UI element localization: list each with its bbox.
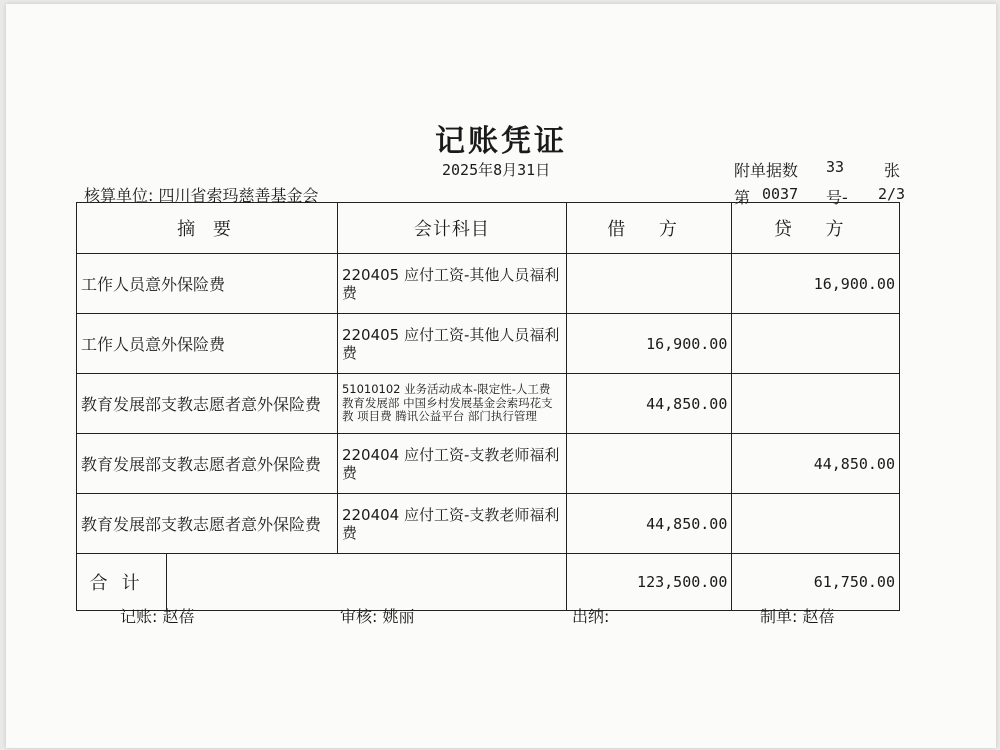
voucher-date: 2025年8月31日	[442, 161, 551, 179]
row-credit	[732, 374, 900, 434]
accounting-unit-name: 四川省索玛慈善基金会	[158, 186, 319, 205]
header-credit: 贷 方	[732, 203, 900, 254]
row-debit: 16,900.00	[566, 314, 732, 374]
row-debit	[566, 254, 732, 314]
reviewer: 审核: 姚丽	[340, 607, 415, 626]
row-credit	[732, 494, 900, 554]
total-credit: 61,750.00	[732, 554, 900, 611]
row-account: 220405 应付工资-其他人员福利费	[337, 254, 566, 314]
preparer: 制单: 赵蓓	[760, 607, 835, 626]
row-summary: 工作人员意外保险费	[77, 254, 338, 314]
total-debit: 123,500.00	[566, 554, 732, 611]
voucher-table	[76, 202, 900, 611]
row-account: 220405 应付工资-其他人员福利费	[337, 314, 566, 374]
table-row	[77, 254, 900, 314]
row-summary: 工作人员意外保险费	[77, 314, 338, 374]
row-summary: 教育发展部支教志愿者意外保险费	[77, 374, 338, 434]
row-debit: 44,850.00	[566, 494, 732, 554]
cashier: 出纳:	[572, 607, 610, 626]
row-debit	[566, 434, 732, 494]
attachments-count: 33	[826, 158, 845, 176]
attachments-label: 附单据数	[734, 161, 799, 180]
total-row	[77, 554, 900, 611]
voucher-no: 0037	[762, 185, 799, 203]
table-row	[77, 494, 900, 554]
table-row	[77, 314, 900, 374]
row-summary: 教育发展部支教志愿者意外保险费	[77, 434, 338, 494]
row-debit: 44,850.00	[566, 374, 732, 434]
total-blank	[167, 554, 566, 611]
total-label: 合计	[77, 554, 167, 611]
row-credit	[732, 314, 900, 374]
row-account: 220404 应付工资-支教老师福利费	[337, 494, 566, 554]
voucher-prefix: 第	[734, 188, 751, 207]
accounting-unit-label: 核算单位:	[84, 186, 154, 205]
row-account: 51010102 业务活动成本-限定性-人工费 教育发展部 中国乡村发展基金会索玛花支教 项目费 腾讯公益平台 部门执行管理	[337, 374, 566, 434]
row-account: 220404 应付工资-支教老师福利费	[337, 434, 566, 494]
voucher-suffix: 号-	[826, 188, 848, 207]
row-credit: 44,850.00	[732, 434, 900, 494]
row-credit: 16,900.00	[732, 254, 900, 314]
table-row	[77, 374, 900, 434]
table-row	[77, 434, 900, 494]
bookkeeper: 记账: 赵蓓	[120, 607, 195, 626]
header-account: 会计科目	[337, 203, 566, 254]
row-summary: 教育发展部支教志愿者意外保险费	[77, 494, 338, 554]
voucher-title: 记账凭证	[435, 124, 567, 159]
attachments-unit: 张	[884, 161, 901, 180]
voucher-page: 2/3	[878, 185, 906, 203]
table-header-row	[77, 203, 900, 254]
header-debit: 借 方	[566, 203, 732, 254]
header-summary: 摘 要	[77, 203, 338, 254]
